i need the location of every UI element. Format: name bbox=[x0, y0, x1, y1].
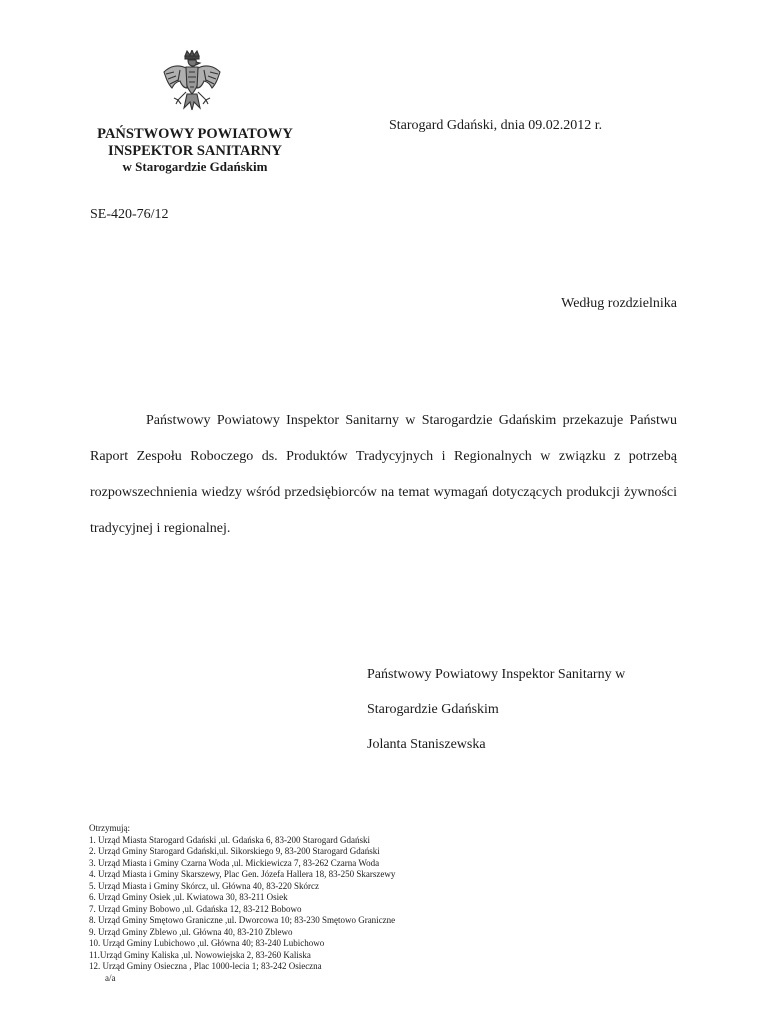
authority-line-1: PAŃSTWOWY POWIATOWY bbox=[97, 126, 293, 142]
recipient-line: Według rozdzielnika bbox=[561, 296, 677, 311]
list-item: 2. Urząd Gminy Starogard Gdański,ul. Sikorskiego 9, 83-200 Starogard Gdański bbox=[89, 846, 380, 856]
authority-line-3: w Starogardzie Gdańskim bbox=[122, 159, 268, 174]
distribution-heading: Otrzymują: bbox=[89, 823, 130, 833]
list-item: 4. Urząd Miasta i Gminy Skarszewy, Plac Gen. Józefa Hallera 18, 83-250 Skarszewy bbox=[89, 869, 396, 879]
reference-number: SE-420-76/12 bbox=[90, 207, 169, 222]
list-item: 3. Urząd Miasta i Gminy Czarna Woda ,ul. Mickiewicza 7, 83-262 Czarna Woda bbox=[89, 857, 380, 868]
list-item: 5. Urząd Miasta i Gminy Skórcz, ul. Główna 40, 83-220 Skórcz bbox=[89, 880, 319, 891]
list-item: 6. Urząd Gminy Osiek ,ul. Kwiatowa 30, 83-211 Osiek bbox=[89, 892, 288, 902]
distribution-list bbox=[89, 823, 395, 984]
polish-eagle-emblem-icon bbox=[160, 50, 224, 120]
authority-line-2: INSPEKTOR SANITARNY bbox=[108, 142, 282, 159]
signature-line-2: Starogardzie Gdańskim bbox=[367, 702, 499, 717]
distribution-footer: a/a bbox=[105, 972, 116, 983]
place-and-date: Starogard Gdański, dnia 09.02.2012 r. bbox=[389, 118, 603, 133]
signature-block bbox=[367, 657, 625, 762]
list-item: 10. Urząd Gminy Lubichowo ,ul. Główna 40; 83-240 Lubichowo bbox=[89, 938, 325, 948]
list-item: 7. Urząd Gminy Bobowo ,ul. Gdańska 12, 83-212 Bobowo bbox=[89, 903, 302, 914]
list-item: 11.Urząd Gminy Kaliska ,ul. Nowowiejska 2, 83-260 Kaliska bbox=[89, 949, 311, 960]
list-item: 8. Urząd Gminy Smętowo Graniczne ,ul. Dworcowa 10; 83-230 Smętowo Graniczne bbox=[89, 915, 396, 925]
letter-body: Państwowy Powiatowy Inspektor Sanitarny w Starogardzie Gdańskim przekazuje Państwu Raport Zespołu Roboczego ds. Produktów Tradycyjnych i Regionalnych w związku z potrzebą rozpowszechnienia wiedzy wśród przedsiębiorców na temat wymagań dotyczących produkcji żywności tradycyjnej i regionalnej. bbox=[90, 413, 677, 536]
list-item: 1. Urząd Miasta Starogard Gdański ,ul. Gdańska 6, 83-200 Starogard Gdański bbox=[89, 834, 370, 845]
issuing-authority bbox=[60, 126, 330, 176]
signature-name: Jolanta Staniszewska bbox=[367, 737, 486, 752]
list-item: 9. Urząd Gminy Zblewo ,ul. Główna 40, 83-210 Zblewo bbox=[89, 926, 293, 937]
list-item: 12. Urząd Gminy Osieczna , Plac 1000-lecia 1; 83-242 Osieczna bbox=[89, 961, 322, 971]
signature-line-1: Państwowy Powiatowy Inspektor Sanitarny w bbox=[367, 667, 626, 682]
